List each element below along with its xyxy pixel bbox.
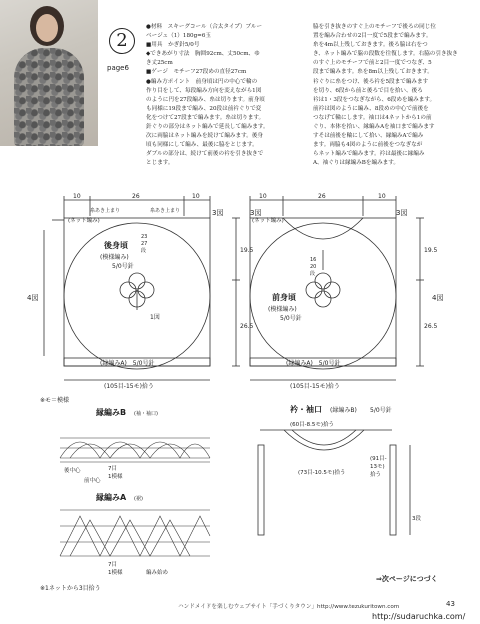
instruction-line: ダブルの部分は、続けて前後の衿を引き抜きで (146, 151, 264, 158)
pattern-number-badge: 2 (109, 28, 135, 54)
svg-text:10: 10 (259, 193, 267, 200)
svg-text:16: 16 (310, 257, 317, 263)
instruction-line: 糸を4m以上残しておきます。後ろ脇は右をつ (313, 42, 428, 49)
instruction-line: 置を編み合わせの2目一度で5段まで編みます。 (313, 33, 432, 40)
svg-text:(73目-10.5モ)拾う: (73目-10.5モ)拾う (298, 470, 346, 476)
instruction-line: 頃も同様にして編み、最後に脇をとじます。 (146, 142, 258, 149)
diagram-area (0, 190, 480, 600)
instruction-line: 化をつけて27段まで編みます。糸は切ります。 (146, 114, 265, 121)
svg-text:26: 26 (132, 193, 140, 200)
instruction-line: 段まで編みます。糸を8m以上残しておきます。 (313, 69, 433, 76)
svg-text:段: 段 (310, 271, 316, 277)
svg-text:26.5: 26.5 (424, 323, 438, 330)
instruction-line: ■用具 かぎ針5/0号 (146, 42, 200, 49)
svg-text:(模様編み): (模様編み) (268, 306, 297, 313)
svg-text:10: 10 (192, 193, 200, 200)
svg-text:23: 23 (141, 234, 148, 240)
instruction-line: も同様に19段まで編み、20段は前衿ぐりで変 (146, 105, 262, 112)
svg-text:27: 27 (141, 241, 148, 247)
svg-text:※1ネットから3目拾う: ※1ネットから3目拾う (40, 585, 101, 592)
svg-text:19.5: 19.5 (424, 247, 438, 254)
instruction-line: 針ぐりの部分はネット編みで延長して編みます。 (146, 124, 269, 131)
svg-text:(縁編みB): (縁編みB) (330, 407, 357, 414)
svg-text:10: 10 (378, 193, 386, 200)
page-number: 43 (446, 600, 455, 608)
instruction-line: ます。両脇も4図のように前後をつなぎなが (313, 142, 423, 149)
svg-text:衿・袖口: 衿・袖口 (290, 405, 322, 414)
instruction-line: 脇を引き抜きのすぐ上のモチーフで後ろの同じ位 (313, 24, 436, 30)
svg-text:後中心: 後中心 (64, 468, 81, 474)
svg-text:19.5: 19.5 (240, 247, 254, 254)
svg-text:3段: 3段 (412, 516, 421, 522)
instruction-line: らネット編みで編みます。衿は最後に縁編み (313, 151, 425, 158)
svg-text:3図: 3図 (250, 209, 262, 217)
svg-text:26.5: 26.5 (240, 323, 254, 330)
svg-text:(91目-: (91目- (370, 456, 387, 462)
svg-text:5/0号針: 5/0号針 (280, 315, 302, 322)
svg-text:(ネット編み): (ネット編み) (252, 218, 284, 224)
svg-text:糸あき上まり: 糸あき上まり (150, 208, 181, 214)
instruction-line: ■ゲージ モチーフ27段めの直径27cm (146, 69, 247, 76)
instruction-line: ベージュ（1）180g=6玉 (146, 33, 211, 40)
svg-text:後身頃: 後身頃 (104, 241, 128, 250)
instruction-line: 次に両脇はネット編みを続けて編みます。後身 (146, 133, 264, 140)
svg-text:段: 段 (141, 248, 147, 254)
svg-text:5/0号針: 5/0号針 (112, 263, 134, 270)
instruction-line: き、ネット編みで脇の段数を往復します。右脇の引き抜き (313, 51, 458, 58)
svg-text:3図: 3図 (212, 209, 224, 217)
instructions-right (313, 23, 473, 169)
instruction-line: 衿ぐりに糸をつけ、後ろ衿を5段まで編みます (313, 78, 429, 85)
instruction-line: のすぐ上のモチーフで前と2目一度でつなぎ、5 (313, 60, 432, 67)
svg-text:10: 10 (73, 193, 81, 200)
svg-text:(105目-15モ)拾う: (105目-15モ)拾う (290, 383, 340, 390)
svg-text:7目: 7目 (108, 562, 117, 568)
instruction-line: を切り、6段から前と後ろで目を拾い、後ろ (313, 87, 423, 94)
svg-text:(縁編みA) 5/0号針: (縁編みA) 5/0号針 (100, 360, 155, 367)
svg-text:縁編みA: 縁編みA (96, 493, 127, 502)
instruction-line: 作り目をして、毎段編み方向を変えながら1図 (146, 87, 262, 94)
svg-text:編み始め: 編み始め (146, 570, 169, 576)
instruction-line: ●材料 スキーグコール（合太タイプ）ブルー (146, 24, 263, 30)
svg-text:1模様: 1模様 (108, 570, 123, 576)
svg-text:5/0号針: 5/0号針 (370, 407, 392, 414)
svg-text:縁編みB: 縁編みB (96, 408, 127, 417)
model-photo (0, 0, 98, 146)
instruction-line: 衿は1・3段をつなぎながら、6段めを編みます。 (313, 96, 436, 103)
instruction-line: ぐり、本体を拾い、縁編みAを袖口まで編みます (313, 124, 435, 131)
instruction-line: き丈25cm (146, 60, 173, 67)
instruction-line: つなげて輪にします。袖口は4ネットから1の前 (313, 114, 432, 121)
svg-text:4図: 4図 (27, 294, 39, 302)
svg-text:7目: 7目 (108, 466, 117, 472)
svg-text:※モ＝模様: ※モ＝模様 (40, 397, 70, 404)
instruction-line: ●編み方ポイント 前身頃は円の中心で輪の (146, 78, 258, 85)
instruction-line: すそは前後を輪にして拾い、縁編みAで編み (313, 133, 424, 140)
svg-text:(縁編みA) 5/0号針: (縁編みA) 5/0号針 (286, 360, 341, 367)
svg-text:(袖・袖口): (袖・袖口) (134, 411, 158, 417)
instruction-line: 前衿は図のように編み、8段めの中心で前後を (313, 105, 429, 112)
instruction-line: とじます。 (146, 160, 174, 167)
svg-text:(60目-8.5モ)拾う: (60目-8.5モ)拾う (290, 422, 335, 428)
instruction-line: ◆できあがり寸法 胸囲92cm、丈50cm、ゆ (146, 51, 260, 58)
svg-text:13モ): 13モ) (370, 464, 385, 470)
svg-text:糸あき上まり: 糸あき上まり (90, 208, 121, 214)
instructions-left (146, 23, 296, 169)
svg-text:26: 26 (318, 193, 326, 200)
watermark: http://sudaruchka.com/ (372, 612, 466, 621)
svg-text:(ネット編み): (ネット編み) (68, 218, 100, 224)
svg-text:(裾): (裾) (134, 496, 143, 502)
continue-note: ⇒次ページにつづく (376, 575, 438, 583)
page-reference: page6 (107, 64, 129, 72)
svg-text:3図: 3図 (396, 209, 408, 217)
svg-text:拾う: 拾う (370, 472, 382, 478)
svg-text:4図: 4図 (432, 294, 444, 302)
svg-text:20: 20 (310, 264, 317, 270)
svg-text:前中心: 前中心 (84, 478, 101, 484)
svg-text:(模様編み): (模様編み) (100, 254, 129, 261)
svg-text:(105目-15モ)拾う: (105目-15モ)拾う (104, 383, 154, 390)
instruction-line: のように円を27段編み、糸は切ります。前身頃 (146, 96, 265, 103)
svg-text:前身頃: 前身頃 (272, 293, 296, 302)
svg-text:1模様: 1模様 (108, 474, 123, 480)
instruction-line: A、袖ぐりは縁編みBを編みます。 (313, 160, 400, 167)
svg-text:1図: 1図 (150, 314, 160, 321)
footer-text: ハンドメイドを楽しむウェブサイト「手づくりタウン」http://www.tezukuritown.com (178, 604, 400, 610)
